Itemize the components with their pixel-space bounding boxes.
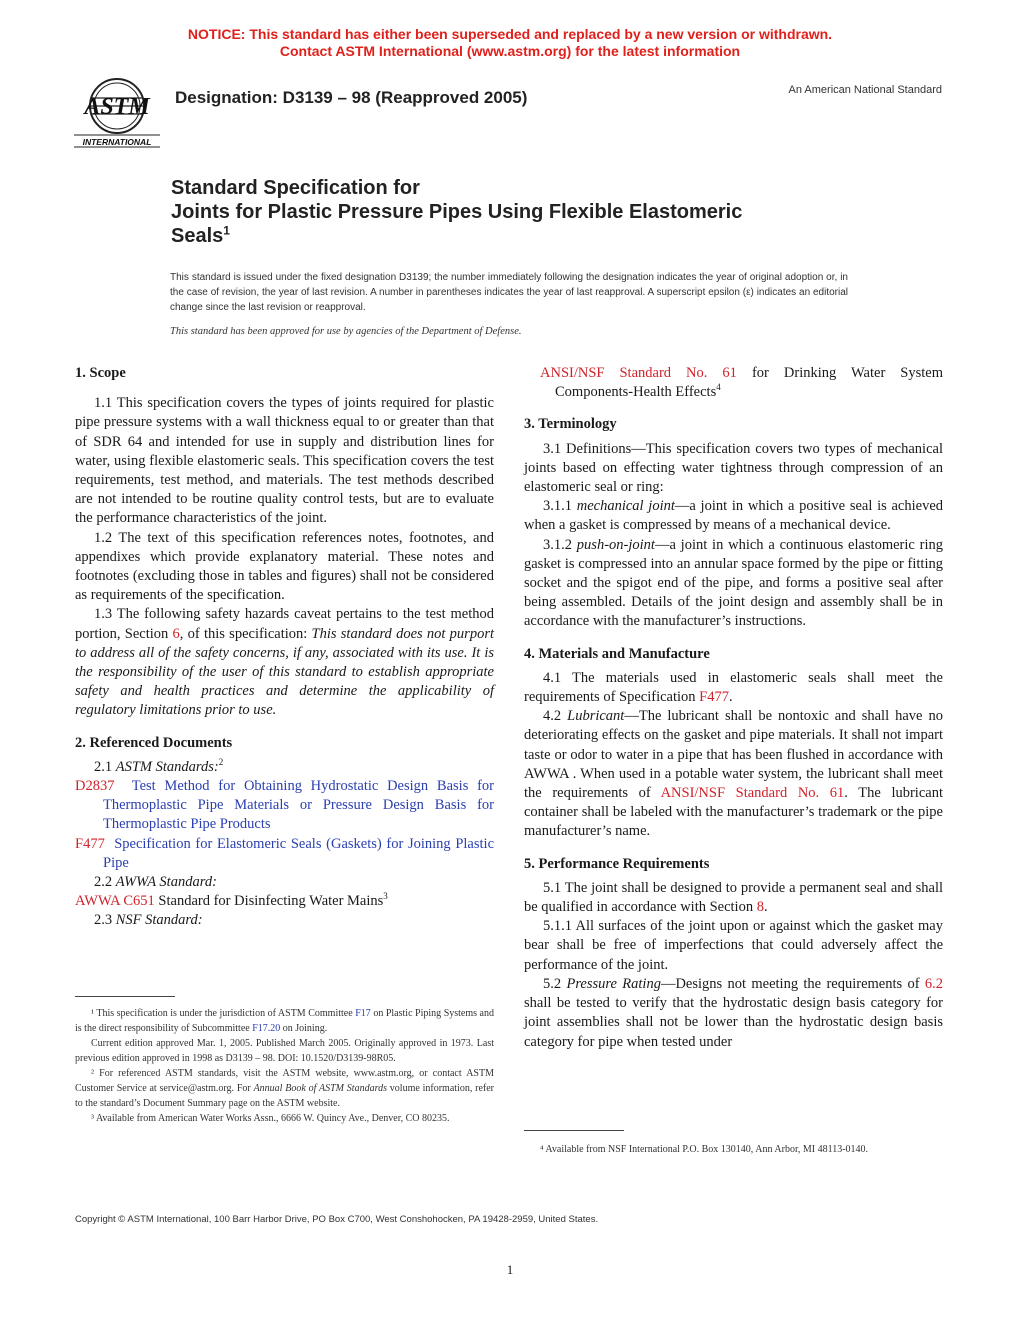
footnote-1: ¹ This specification is under the jurisdiction of ASTM Committee F17 on Plastic Piping Systems and is the direct responsibility of Subcommittee F17.20 on Joining. <box>75 1008 494 1034</box>
title-line-1: Standard Specification for <box>171 177 420 199</box>
section-6-2-link[interactable]: 6.2 <box>924 975 944 992</box>
reference-f477 <box>75 835 494 873</box>
paragraph-2-2: 2.2 AWWA Standard: <box>94 874 217 891</box>
f477-spec-link[interactable]: F477 <box>699 689 729 706</box>
reference-ansi-nsf-61: ANSI/NSF Standard No. 61 for Drinking Water System Components-Health Effects$^4$ <box>540 365 943 401</box>
astm-logo <box>72 76 162 148</box>
awwa-c651-link[interactable]: AWWA C651 <box>75 893 155 910</box>
page-number: 1 <box>506 1262 514 1277</box>
f17-20-link[interactable]: F17.20 <box>252 1023 281 1034</box>
paragraph-3-1-1: 3.1.1 mechanical joint—a joint in which a positive seal is achieved when a gasket is compressed by means of a mechanical device. <box>524 498 944 534</box>
dod-approval-note: This standard has been approved for use by agencies of the Department of Defense. <box>170 326 522 337</box>
section-6-link[interactable]: 6 <box>172 625 180 642</box>
paragraph-4-2: 4.2 Lubricant—The lubricant shall be nontoxic and shall have no deteriorating effects on the gasket and pipe materials. It shall not impart taste or odor to water in a pipe that has been flushed in accordance with AWWA . When used in a potable water system, the lubricant shall meet the requirements of ANSI/NSF Standard No. 61. The lubricant container shall be labeled with the manufacturer’s trademark or the pipe manufacturer’s name. <box>524 708 943 840</box>
d2837-link[interactable]: D2837 <box>75 778 115 795</box>
withdrawal-notice <box>0 26 1020 60</box>
section-4-heading: 4. Materials and Manufacture <box>524 645 710 662</box>
footnote-rule-right <box>524 1130 624 1131</box>
footnote-3: ³ Available from American Water Works Assn., 6666 W. Quincy Ave., Denver, CO 80235. <box>91 1113 450 1124</box>
notice-line-1: NOTICE: This standard has either been superseded and replaced by a new version or withdrawn. <box>187 26 833 42</box>
reference-awwa-c651: AWWA C651 Standard for Disinfecting Water Mains$^3$ <box>75 891 388 910</box>
paragraph-1-2: 1.2 The text of this specification references notes, footnotes, and appendixes which provide explanatory material. These notes and footnotes (excluding those in tables and figures) shall not be considered as requirements of the specification. <box>75 529 494 604</box>
paragraph-3-1: 3.1 Definitions—This specification covers two types of mechanical joints based on effecting water tightness through compression of an elastomeric seal or ring: <box>524 440 943 496</box>
section-3-heading: 3. Terminology <box>524 416 617 433</box>
title-line-3: Seals$^1$ <box>171 223 230 247</box>
reference-d2837 <box>75 777 494 835</box>
right-column <box>524 364 943 1052</box>
svg-text:ASTM: ASTM <box>84 94 150 120</box>
ansi-nsf-61-link[interactable]: ANSI/NSF Standard No. 61 <box>540 365 737 381</box>
left-column <box>75 364 494 931</box>
paragraph-2-1: 2.1 ASTM Standards:$^2$ <box>94 757 224 775</box>
f477-title-link[interactable]: Specification for Elastomeric Seals (Gaskets) for Joining Plastic Pipe <box>103 835 495 871</box>
paragraph-4-1: 4.1 The materials used in elastomeric seals shall meet the requirements of Specification F477. <box>524 669 943 706</box>
title-line-2: Joints for Plastic Pressure Pipes Using Flexible Elastomeric <box>171 201 743 223</box>
f17-link[interactable]: F17 <box>355 1008 371 1019</box>
section-5-heading: 5. Performance Requirements <box>524 855 710 872</box>
section-2-heading: 2. Referenced Documents <box>75 734 233 751</box>
paragraph-1-1: 1.1 This specification covers the types of joints required for plastic pipe pressure systems with a wall thickness equal to or greater than that of SDR 64 and intended for use in supply and distribution lines for water, using flexible elastomeric seals. This specification covers the test requirements, test method, and materials. The test methods described are not intended to be routine quality control tests, but are to evaluate the performance characteristics of the joint. <box>75 395 494 527</box>
footnote-1-edition: Current edition approved Mar. 1, 2005. Published March 2005. Originally approved in 1973. Last previous edition approved in 1998 as D3139 – 98. DOI: 10.1520/D3139-98R05. <box>75 1038 494 1064</box>
footnotes-right <box>524 1142 943 1157</box>
american-national-standard-label: An American National Standard <box>788 84 942 96</box>
paragraph-1-3: 1.3 The following safety hazards caveat pertains to the test method portion, Section 6, of this specification: This standard does not purport to address all of the safety concerns, if any, associated with its use. It is the responsibility of the user of this standard to establish appropriate safety and health practices and determine the applicability of regulatory limitations prior to use. <box>75 606 494 719</box>
notice-line-2: Contact ASTM International (www.astm.org) for the latest information <box>279 43 741 59</box>
astm-logo-icon <box>72 76 162 148</box>
footnote-rule-left <box>75 996 175 997</box>
paragraph-2-3: 2.3 NSF Standard: <box>94 912 203 929</box>
svg-text:INTERNATIONAL: INTERNATIONAL <box>82 137 152 147</box>
footnote-4: ⁴ Available from NSF International P.O. Box 130140, Ann Arbor, MI 48113-0140. <box>540 1144 869 1155</box>
ansi-nsf-61-inline-link[interactable]: ANSI/NSF Standard No. 61 <box>660 785 845 802</box>
paragraph-5-1: 5.1 The joint shall be designed to provide a permanent seal and shall be qualified in accordance with Section 8. <box>524 879 943 916</box>
paragraph-3-1-2: 3.1.2 push-on-joint—a joint in which a continuous elastomeric ring gasket is compressed into an annular space formed by the pipe or fitting socket and the spigot end of the pipe, and forms a positive seal after being assembled. Details of the joint design and assembly shall be in accordance with the manufacturer’s instructions. <box>524 536 943 630</box>
f477-link[interactable]: F477 <box>75 835 105 852</box>
section-1-heading: 1. Scope <box>75 365 126 381</box>
paragraph-5-1-1: 5.1.1 All surfaces of the joint upon or against which the gasket may bear shall be free of imperfections that could adversely affect the performance of the joint. <box>524 918 943 973</box>
section-8-link[interactable]: 8 <box>756 899 764 916</box>
copyright: Copyright © ASTM International, 100 Barr Harbor Drive, PO Box C700, West Conshohocken, PA 19428-2959, United States. <box>75 1214 599 1225</box>
footnotes-left <box>75 1006 494 1126</box>
footnote-2: ² For referenced ASTM standards, visit the ASTM website, www.astm.org, or contact ASTM Customer Service at service@astm.org. For Annual Book of ASTM Standards volume information, refer to the standard’s Document Summary page on the ASTM website. <box>75 1068 494 1109</box>
d2837-title-link[interactable]: Test Method for Obtaining Hydrostatic Design Basis for Thermoplastic Pipe Materials or Pressure Design Basis for Thermoplastic Pipe Products <box>103 778 494 833</box>
issued-note: This standard is issued under the fixed designation D3139; the number immediately following the designation indicates the year of original adoption or, in the case of revision, the year of last revision. A number in parentheses indicates the year of last reapproval. A superscript epsilon (ε) indicates an editorial change since the last revision or reapproval. <box>170 272 848 313</box>
document-title <box>171 176 871 248</box>
designation: Designation: D3139 – 98 (Reapproved 2005) <box>175 88 528 107</box>
paragraph-5-2: 5.2 Pressure Rating—Designs not meeting the requirements of 6.2 shall be tested to verify that the hydrostatic design basis category for joint assemblies shall not be lower than the hydrostatic design basis category for pipe when tested under <box>524 975 944 1050</box>
